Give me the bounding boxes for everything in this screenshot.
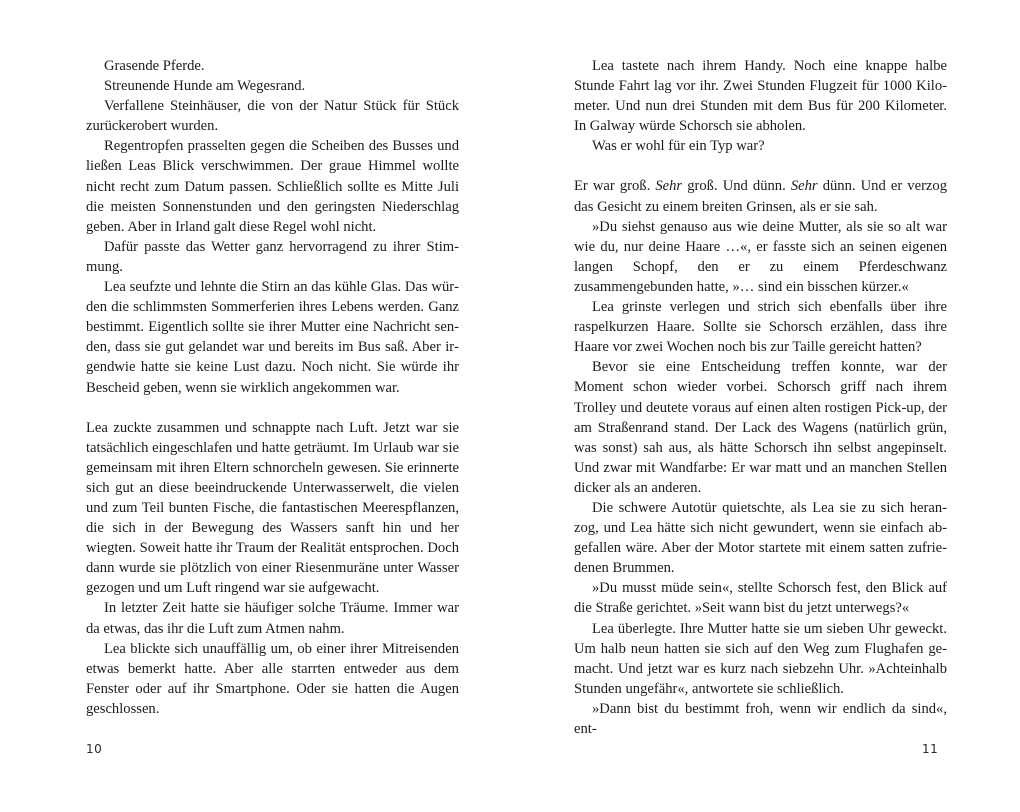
paragraph: Die schwere Autotür quietschte, als Lea sie zu sich heranzog, und Lea hätte sich nicht gewundert, wenn sie einfach abgefallen wäre. Aber der Motor startete mit einem satten zufriedenen Brummen. — [574, 499, 947, 577]
paragraph: Regentropfen prasselten gegen die Scheiben des Busses und ließen Leas Blick verschwimmen. Der graue Himmel wollte nicht recht zum Datum passen. Schließlich sollte es Mitte Juli die meisten Sonnenstunden und den geringsten Niederschlag geben. Aber in Irland galt diese Regel wohl nicht. — [86, 138, 459, 235]
paragraph: Er war groß. Sehr groß. Und dünn. Sehr dünn. Und er verzog das Gesicht zu einem breiten Grinsen, als er sie sah. — [574, 178, 948, 215]
paragraph: Verfallene Steinhäuser, die von der Natur Stück für Stück zurückerobert wurden. — [86, 98, 459, 135]
paragraph: Lea blickte sich unauffällig um, ob einer ihrer Mitreisenden etwas bemerkt hatte. Aber alle starrten entweder aus dem Fenster oder auf ihr Smartphone. Oder sie hatten die Augen geschlossen. — [86, 640, 459, 717]
paragraph: »Du siehst genauso aus wie deine Mutter, als sie so alt war wie du, nur deine Haare …«, er fasste sich an seinen eigenen langen Schopf, den er zu einem Pferdeschwanz zusammengebunden hatte, »… sind ein bisschen kürzer.« — [574, 218, 947, 295]
paragraph: »Du musst müde sein«, stellte Schorsch fest, den Blick auf die Straße gerichtet. »Seit wann bist du jetzt unterwegs?« — [574, 580, 947, 617]
page-number-left: 10 — [86, 742, 103, 756]
paragraph: Streunende Hunde am Wegesrand. — [104, 78, 306, 95]
emphasis: Sehr — [655, 178, 683, 195]
paragraph: Lea überlegte. Ihre Mutter hatte sie um sieben Uhr geweckt. Um halb neun hatten sie sich auf den Weg zum Flughafen gemacht. Und jetzt war es kurz nach siebzehn Uhr. »Achteinhalb Stunden ungefähr«, antwortete sie schließlich. — [574, 620, 947, 697]
right-page — [574, 56, 947, 739]
paragraph: Grasende Pferde. — [104, 58, 205, 74]
paragraph: Lea seufzte und lehnte die Stirn an das kühle Glas. Das würden die schlimmsten Sommerferien ihres Lebens werden. Ganz bestimmt. Eigentlich sollte sie ihrer Mutter eine Nachricht senden, dass sie gut gelandet war und bereits im Bus saß. Aber irgendwie hatte sie keine Lust dazu. Noch nicht. Sie würde ihr Bescheid geben, wenn sie wirklich angekommen war. — [86, 279, 459, 396]
page-number-right: 11 — [922, 742, 939, 756]
paragraph: Dafür passte das Wetter ganz hervorragend zu ihrer Stimmung. — [86, 238, 459, 275]
paragraph: Lea tastete nach ihrem Handy. Noch eine knappe halbe Stunde Fahrt lag vor ihr. Zwei Stunden Flugzeit für 1000 Kilometer. Und nun drei Stunden mit dem Bus für 200 Kilometer. In Galway würde Schorsch sie abholen. — [574, 58, 947, 135]
paragraph: Lea zuckte zusammen und schnappte nach Luft. Jetzt war sie tatsächlich eingeschlafen und hatte geträumt. Im Urlaub war sie gemeinsam mit ihren Eltern schnorcheln gewesen. Sie erinnerte sich gut an diese beeindruckende Unterwasserwelt, die vielen und zum Teil bunten Fische, die fantastischen Meerespflanzen, die sich in der Bewegung des Wassers sanft hin und her wiegten. Soweit hatte ihr Traum der Realität entsprochen. Doch dann wurde sie plötzlich von einer Riesenmuräne unter Wasser gezogen und um Luft ringend war sie aufgewacht. — [86, 419, 459, 597]
paragraph: »Dann bist du bestimmt froh, wenn wir endlich da sind«, ent- — [574, 700, 947, 737]
paragraph: Lea grinste verlegen und strich sich ebenfalls über ihre raspelkurzen Haare. Sollte sie Schorsch erzählen, dass ihre Haare vor zwei Wochen noch bis zur Taille gereicht hatten? — [574, 299, 947, 356]
emphasis: Sehr — [790, 178, 818, 195]
paragraph: Was er wohl für ein Typ war? — [592, 138, 765, 155]
paragraph: Bevor sie eine Entscheidung treffen konnte, war der Moment schon wieder vorbei. Schorsch griff nach ihrem Trolley und deutete voraus auf einen alten rostigen Pick-up, der am Straßenrand stand. Der Lack des Wagens (natürlich grün, was sonst) sah aus, als hätte Schorsch ihn selbst angepinselt. Und zwar mit Wandfarbe: Er war matt und an manchen Stellen dicker als an anderen. — [574, 359, 947, 496]
paragraph: In letzter Zeit hatte sie häufiger solche Träume. Immer war da etwas, das ihr die Luft zum Atmen nahm. — [86, 600, 459, 637]
left-page — [86, 56, 459, 719]
